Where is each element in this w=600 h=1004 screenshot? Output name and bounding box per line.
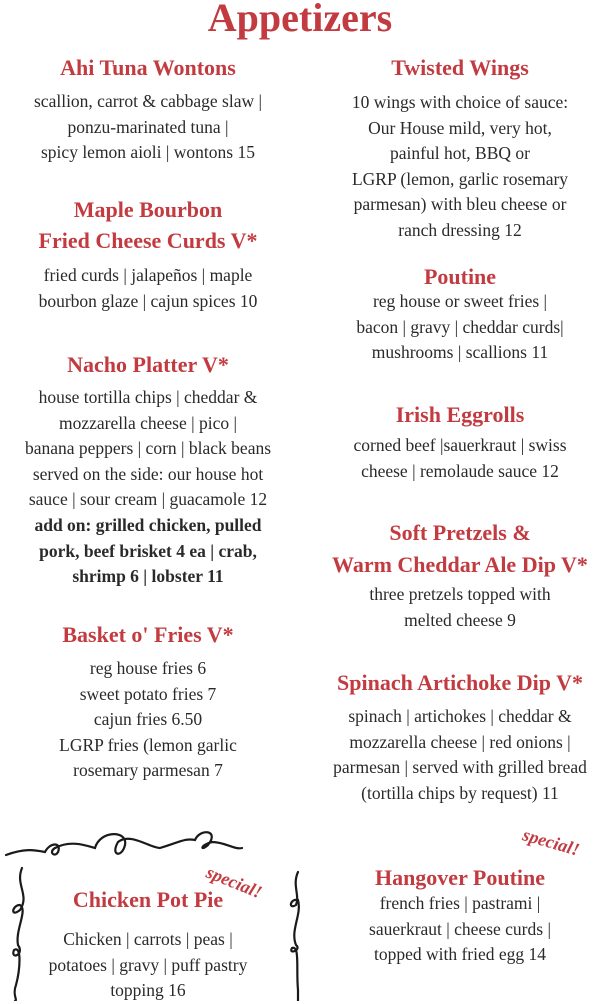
- description-line: corned beef |sauerkraut | swiss: [353, 435, 567, 455]
- description-line: fried curds | jalapeños | maple: [43, 265, 253, 285]
- description-line: scallion, carrot & cabbage slaw |: [34, 91, 262, 111]
- description-line: sauce | sour cream | guacamole 12: [28, 489, 268, 510]
- description-line: topping 16: [110, 980, 186, 1001]
- description-line: banana peppers | corn | black beans: [24, 438, 272, 459]
- description-line: melted cheese 9: [404, 609, 516, 630]
- menu-item-heading: Poutine: [423, 264, 497, 289]
- description-line: reg house fries 6: [89, 658, 207, 678]
- add-on-line: shrimp 6 | lobster 11: [72, 566, 224, 587]
- description-line: topped with fried egg 14: [373, 944, 547, 965]
- menu-item-heading: Basket o' Fries V*: [62, 622, 234, 647]
- description-line: mozzarella cheese | red onions |: [349, 731, 571, 752]
- menu-item-description: [0, 656, 296, 784]
- description-line: house tortilla chips | cheddar &: [38, 387, 258, 407]
- menu-item-heading: Hangover Poutine: [374, 865, 546, 890]
- description-line: french fries | pastrami |: [379, 893, 541, 913]
- menu-item-heading: Twisted Wings: [391, 55, 529, 80]
- menu-item-heading: Chicken Pot Pie: [72, 887, 224, 912]
- description-line: (tortilla chips by request) 11: [361, 782, 559, 803]
- add-on-line: add on: grilled chicken, pulled: [34, 514, 262, 535]
- menu-item-description: [0, 385, 296, 590]
- menu-item-heading: Spinach Artichoke Dip V*: [337, 670, 583, 695]
- description-line: mushrooms | scallions 11: [371, 342, 549, 363]
- description-line: ponzu-marinated tuna |: [67, 116, 229, 137]
- add-on-line: pork, beef brisket 4 ea | crab,: [39, 540, 257, 561]
- description-line: rosemary parmesan 7: [73, 760, 223, 781]
- menu-item-description: [312, 90, 600, 244]
- description-line: 10 wings with choice of sauce:: [351, 92, 569, 112]
- description-line: cajun fries 6.50: [93, 709, 203, 730]
- page-title: Appetizers: [207, 0, 393, 40]
- menu-item-heading: Nacho Platter V*: [67, 352, 229, 377]
- menu-item-heading: Warm Cheddar Ale Dip V*: [332, 552, 588, 577]
- description-line: mozzarella cheese | pico |: [58, 412, 238, 433]
- menu-item-heading: Ahi Tuna Wontons: [60, 55, 236, 80]
- menu-item-description: [312, 704, 600, 806]
- description-line: potatoes | gravy | puff pastry: [48, 954, 248, 975]
- description-line: spinach | artichokes | cheddar &: [348, 706, 572, 726]
- description-line: spicy lemon aioli | wontons 15: [41, 142, 255, 163]
- menu-item-description: [0, 263, 296, 314]
- special-badge: special!: [520, 824, 582, 860]
- menu-item-heading: Fried Cheese Curds V*: [38, 228, 258, 253]
- menu-item-description: [0, 89, 296, 166]
- description-line: bacon | gravy | cheddar curds|: [356, 316, 564, 337]
- menu-item-description: [312, 891, 600, 968]
- description-line: ranch dressing 12: [398, 219, 522, 240]
- description-line: bourbon glaze | cajun spices 10: [38, 290, 258, 311]
- description-line: sauerkraut | cheese curds |: [369, 918, 551, 939]
- special-badge: special!: [203, 861, 265, 903]
- description-line: painful hot, BBQ or: [390, 143, 530, 164]
- menu-item-heading: Soft Pretzels &: [389, 520, 531, 545]
- description-line: cheese | remolaude sauce 12: [361, 460, 559, 481]
- description-line: parmesan) with bleu cheese or: [353, 194, 567, 215]
- description-line: Chicken | carrots | peas |: [63, 929, 233, 949]
- description-line: served on the side: our house hot: [32, 463, 264, 484]
- description-line: reg house or sweet fries |: [372, 291, 548, 311]
- description-line: parmesan | served with grilled bread: [333, 757, 587, 778]
- menu-item-description: [0, 927, 296, 1004]
- menu-item-heading: Maple Bourbon: [73, 197, 223, 222]
- menu-item-heading: Irish Eggrolls: [395, 402, 525, 427]
- description-line: sweet potato fries 7: [79, 683, 217, 704]
- menu-item-description: [312, 582, 600, 633]
- menu-item-description: [312, 289, 600, 366]
- description-line: three pretzels topped with: [369, 584, 551, 604]
- description-line: LGRP fries (lemon garlic: [59, 734, 237, 755]
- menu-item-description: [312, 433, 600, 484]
- description-line: LGRP (lemon, garlic rosemary: [351, 168, 569, 189]
- description-line: Our House mild, very hot,: [368, 117, 552, 138]
